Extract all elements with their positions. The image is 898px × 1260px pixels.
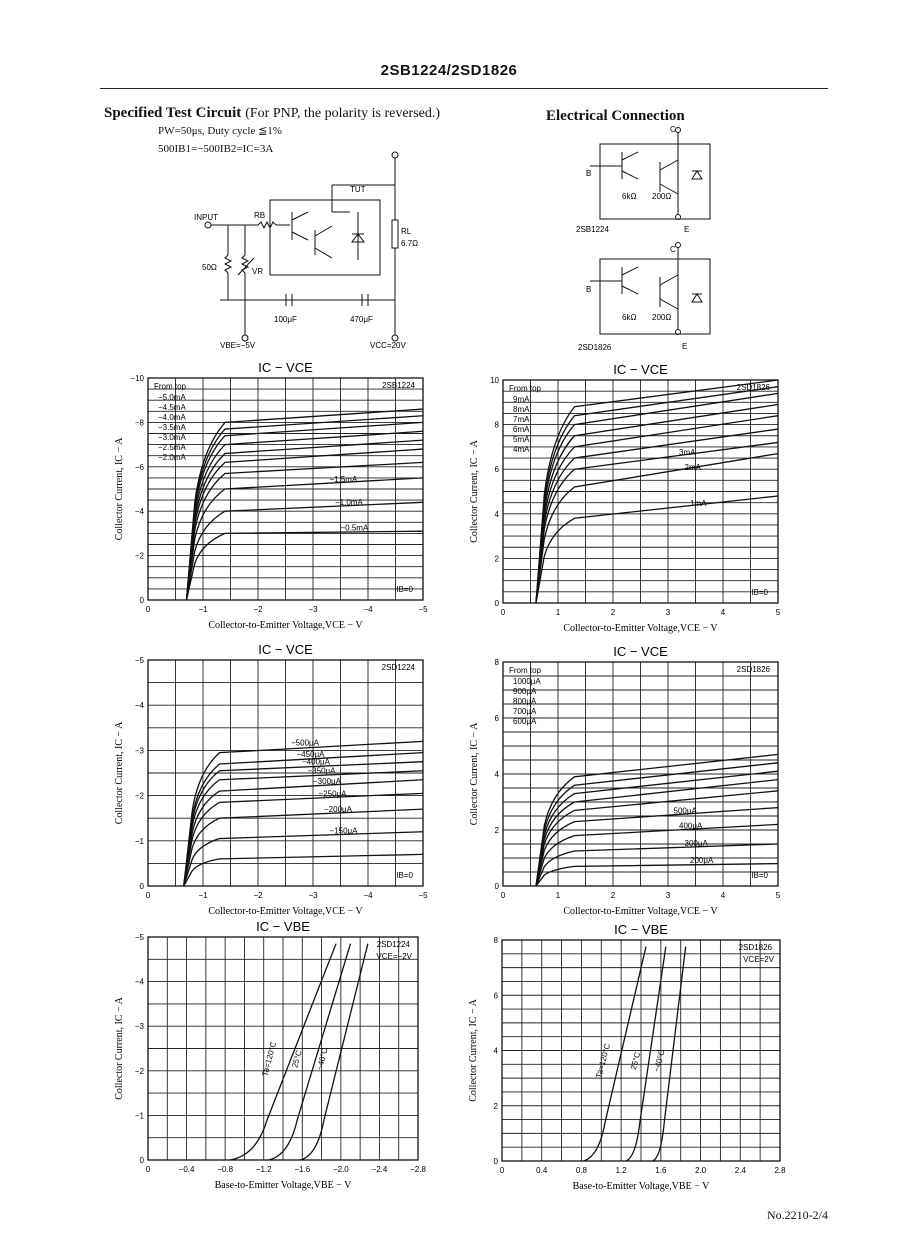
y-tick-label: −5 — [134, 656, 144, 665]
y-tick-label: 6 — [494, 714, 499, 723]
x-tick-label: −0.8 — [217, 1165, 234, 1174]
legend-item: −2.0mA — [158, 453, 186, 462]
vcc-label: VCC=20V — [370, 341, 406, 350]
x-tick-label: −2.0 — [332, 1165, 349, 1174]
legend-item: 7mA — [513, 415, 530, 424]
series-label: 300μA — [684, 838, 708, 848]
test-condition-1: PW=50μs, Duty cycle ≦1% — [158, 125, 282, 137]
legend-item: 800μA — [513, 697, 537, 706]
ec2-part: 2SD1826 — [578, 343, 612, 352]
x-axis-label: Base-to-Emitter Voltage,VBE − V — [572, 1181, 710, 1192]
y-tick-label: 2 — [494, 554, 499, 564]
x-tick-label: −5 — [418, 605, 428, 614]
curve-series — [536, 429, 778, 603]
x-tick-label: 5 — [775, 891, 781, 900]
test-circuit-title: Specified Test Circuit — [104, 105, 242, 121]
r50-label: 50Ω — [202, 263, 217, 272]
c2-label: 470μF — [350, 315, 373, 324]
ib-zero-label: IB=0 — [396, 585, 413, 594]
x-axis-label: Collector-to-Emitter Voltage,VCE − V — [208, 620, 363, 631]
x-tick-label: 3 — [665, 608, 671, 617]
chart-title: IC − VBE — [256, 919, 310, 934]
legend-item: −5.0mA — [158, 393, 186, 402]
x-tick-label: −4 — [363, 891, 373, 900]
y-tick-label: −2 — [134, 551, 144, 561]
ec2-e: E — [682, 342, 688, 351]
tut-label: TUT — [350, 185, 366, 194]
legend-item: −2.5mA — [158, 443, 186, 452]
x-tick-label: 0 — [500, 608, 506, 617]
legend-item: −3.0mA — [158, 433, 186, 442]
y-tick-label: −1 — [134, 836, 144, 846]
y-tick-label: −2 — [134, 1066, 144, 1076]
input-label: INPUT — [194, 213, 218, 222]
y-tick-label: 0 — [139, 1156, 144, 1165]
series-label: 2mA — [684, 462, 701, 472]
y-tick-label: −8 — [134, 418, 144, 428]
y-tick-label: 2 — [494, 826, 499, 835]
series-label: −450μA — [296, 749, 325, 759]
x-tick-label: 2.0 — [695, 1166, 707, 1175]
curve-series — [536, 808, 778, 886]
x-tick-label: 2.8 — [774, 1166, 786, 1175]
temperature-curve — [300, 944, 368, 1160]
x-tick-label: 0 — [145, 605, 151, 614]
x-tick-label: −4 — [363, 605, 373, 614]
test-circuit-note: (For PNP, the polarity is reversed.) — [245, 106, 441, 121]
curve-series — [536, 821, 778, 886]
c1-label: 100μF — [274, 315, 297, 324]
x-tick-label: 0.4 — [536, 1166, 548, 1175]
ec1-c: C — [670, 125, 676, 134]
curve-series — [536, 864, 778, 886]
device-label: 2SD1826 — [738, 943, 772, 952]
vce-condition: VCE=2V — [743, 955, 774, 964]
series-label: −200μA — [324, 805, 352, 815]
series-label: −150μA — [329, 826, 358, 836]
y-tick-label: 4 — [494, 509, 499, 519]
page-number: No.2210-2/4 — [767, 1208, 828, 1222]
x-tick-label: −2.4 — [371, 1165, 388, 1174]
series-label: 200μA — [690, 856, 714, 866]
y-tick-label: 0 — [493, 1157, 498, 1166]
chart-title: IC − VCE — [258, 642, 313, 657]
rb-label: RB — [254, 211, 266, 220]
rl-value: 6.7Ω — [401, 239, 419, 248]
curve-series — [536, 496, 778, 603]
device-label: 2SD1224 — [376, 940, 410, 949]
y-tick-label: −4 — [134, 507, 144, 517]
y-axis-label: Collector Current, IC − A — [114, 997, 125, 1100]
y-axis-label: Collector Current, IC − A — [469, 722, 480, 826]
legend-item: 600μA — [513, 717, 537, 726]
series-label: −1.5mA — [329, 475, 358, 485]
series-label: 400μA — [679, 821, 703, 831]
y-axis-label: Collector Current, IC − A — [114, 437, 125, 541]
y-tick-label: 8 — [493, 936, 498, 945]
y-tick-label: 0 — [494, 882, 499, 891]
legend-item: −4.5mA — [158, 403, 186, 412]
chart-title: IC − VCE — [258, 360, 313, 375]
curve-series — [187, 502, 424, 600]
y-tick-label: 4 — [493, 1046, 498, 1056]
series-label: 500μA — [673, 806, 697, 816]
curve-series — [184, 793, 423, 886]
electrical-connection-title: Electrical Connection — [546, 108, 685, 124]
x-tick-label: 0 — [145, 1165, 151, 1174]
ec2-b: B — [586, 285, 592, 294]
ec1-part: 2SB1224 — [576, 225, 609, 234]
legend-item: 6mA — [513, 425, 530, 434]
chart-2 — [469, 362, 781, 634]
y-tick-label: 8 — [494, 658, 499, 667]
y-tick-label: 10 — [490, 376, 499, 385]
curve-series — [184, 854, 423, 886]
chart-6 — [468, 922, 786, 1192]
y-tick-label: −3 — [134, 746, 144, 756]
x-tick-label: 1 — [555, 891, 561, 900]
chart-3 — [114, 642, 428, 917]
x-axis-label: Base-to-Emitter Voltage,VBE − V — [214, 1180, 352, 1191]
vce-condition: VCE=−2V — [376, 952, 412, 961]
x-tick-label: −1 — [198, 605, 208, 614]
x-tick-label: 1.2 — [615, 1166, 627, 1175]
legend-item: 9mA — [513, 395, 530, 404]
x-axis-label: Collector-to-Emitter Voltage,VCE − V — [563, 623, 718, 634]
x-tick-label: 1 — [555, 608, 561, 617]
x-tick-label: −5 — [418, 891, 428, 900]
legend-title: From top — [154, 382, 187, 391]
curve-series — [187, 478, 424, 600]
y-tick-label: 0 — [139, 882, 144, 891]
device-label: 2SD1826 — [736, 383, 770, 392]
y-tick-label: 2 — [493, 1101, 498, 1111]
x-tick-label: 0 — [500, 891, 506, 900]
y-tick-label: −4 — [134, 701, 144, 711]
x-tick-label: 2 — [610, 608, 616, 617]
chart-4 — [469, 644, 781, 917]
series-label: −350μA — [307, 766, 336, 776]
chart-5 — [114, 919, 426, 1191]
ib-zero-label: IB=0 — [751, 588, 768, 597]
legend-title: From top — [509, 384, 542, 393]
y-axis-label: Collector Current, IC − A — [114, 721, 125, 825]
device-label: 2SD1224 — [381, 663, 415, 672]
legend-item: 8mA — [513, 405, 530, 414]
x-tick-label: 2 — [610, 891, 616, 900]
series-label: 1mA — [690, 499, 707, 509]
x-tick-label: −0.4 — [178, 1165, 195, 1174]
legend-item: 4mA — [513, 445, 530, 454]
y-tick-label: −3 — [134, 1022, 144, 1032]
curve-series — [187, 531, 424, 600]
y-tick-label: −2 — [134, 791, 144, 801]
temperature-label: −40°C — [315, 1046, 330, 1072]
x-tick-label: 0 — [145, 891, 151, 900]
y-tick-label: 6 — [494, 465, 499, 475]
x-tick-label: 1.6 — [655, 1166, 667, 1175]
chart-title: IC − VCE — [613, 644, 668, 659]
chart-1 — [114, 360, 428, 631]
y-tick-label: −6 — [134, 462, 144, 472]
legend-item: 1000μA — [513, 677, 541, 686]
curve-series — [536, 442, 778, 603]
x-tick-label: 4 — [720, 891, 726, 900]
ec2-c: C — [670, 245, 676, 254]
rl-label: RL — [401, 227, 412, 236]
x-tick-label: 0 — [499, 1166, 505, 1175]
y-tick-label: 8 — [494, 420, 499, 430]
temperature-curve — [269, 944, 351, 1160]
document-header: 2SB1224/2SD1826 — [380, 62, 518, 79]
series-label: 3mA — [679, 448, 696, 458]
ec2-r2: 200Ω — [652, 313, 672, 322]
curve-series — [536, 387, 778, 603]
y-tick-label: −10 — [130, 374, 144, 383]
x-axis-label: Collector-to-Emitter Voltage,VCE − V — [563, 906, 718, 917]
curve-series — [184, 809, 423, 886]
y-tick-label: 4 — [494, 770, 499, 779]
x-axis-label: Collector-to-Emitter Voltage,VCE − V — [208, 906, 363, 917]
legend-item: 900μA — [513, 687, 537, 696]
x-tick-label: −2.8 — [410, 1165, 426, 1174]
ib-zero-label: IB=0 — [396, 871, 413, 880]
curve-series — [184, 771, 423, 886]
y-tick-label: −1 — [134, 1111, 144, 1121]
x-tick-label: −1 — [198, 891, 208, 900]
y-tick-label: 0 — [494, 599, 499, 608]
legend-item: −3.5mA — [158, 423, 186, 432]
device-label: 2SB1224 — [382, 381, 415, 390]
y-tick-label: −5 — [134, 933, 144, 942]
x-tick-label: −3 — [308, 891, 318, 900]
ec1-r1: 6kΩ — [622, 192, 637, 201]
vbe-label: VBE=−5V — [220, 341, 256, 350]
series-label: −250μA — [318, 789, 347, 799]
y-tick-label: −4 — [134, 977, 144, 987]
x-tick-label: −1.2 — [255, 1165, 272, 1174]
temperature-label: 25°C — [290, 1049, 304, 1069]
test-condition-2: 500IB1=−500IB2=IC=3A — [158, 143, 274, 155]
x-tick-label: −2 — [253, 891, 263, 900]
series-label: −1.0mA — [335, 498, 363, 508]
y-tick-label: 6 — [493, 991, 498, 1001]
y-axis-label: Collector Current, IC − A — [468, 999, 479, 1102]
temperature-label: 25°C — [628, 1051, 643, 1071]
y-tick-label: 0 — [139, 596, 144, 605]
chart-title: IC − VCE — [613, 362, 668, 377]
y-axis-label: Collector Current, IC − A — [469, 440, 480, 543]
x-tick-label: 3 — [665, 891, 671, 900]
ec2-r1: 6kΩ — [622, 313, 637, 322]
x-tick-label: 4 — [720, 608, 726, 617]
legend-item: 700μA — [513, 707, 537, 716]
ec1-b: B — [586, 169, 592, 178]
x-tick-label: 5 — [775, 608, 781, 617]
device-label: 2SD1826 — [736, 665, 770, 674]
legend-title: From top — [509, 666, 542, 675]
curve-series — [536, 763, 778, 886]
temperature-label: Ta=120°C — [260, 1040, 279, 1078]
ec1-e: E — [684, 225, 690, 234]
ec1-r2: 200Ω — [652, 192, 672, 201]
ib-zero-label: IB=0 — [751, 871, 768, 880]
x-tick-label: 2.4 — [734, 1166, 746, 1175]
legend-item: −4.0mA — [158, 413, 186, 422]
series-label: −500μA — [291, 738, 319, 748]
series-label: −400μA — [302, 757, 330, 767]
x-tick-label: −3 — [308, 605, 318, 614]
x-tick-label: 0.8 — [575, 1166, 587, 1175]
chart-title: IC − VBE — [614, 922, 668, 937]
x-tick-label: −1.6 — [294, 1165, 311, 1174]
vr-label: VR — [252, 267, 264, 276]
series-label: −0.5mA — [340, 523, 369, 533]
legend-item: 5mA — [513, 435, 530, 444]
series-label: −300μA — [313, 776, 341, 786]
x-tick-label: −2 — [253, 605, 263, 614]
temperature-label: Ta=120°C — [594, 1042, 613, 1080]
temperature-label: −40°C — [651, 1048, 667, 1073]
